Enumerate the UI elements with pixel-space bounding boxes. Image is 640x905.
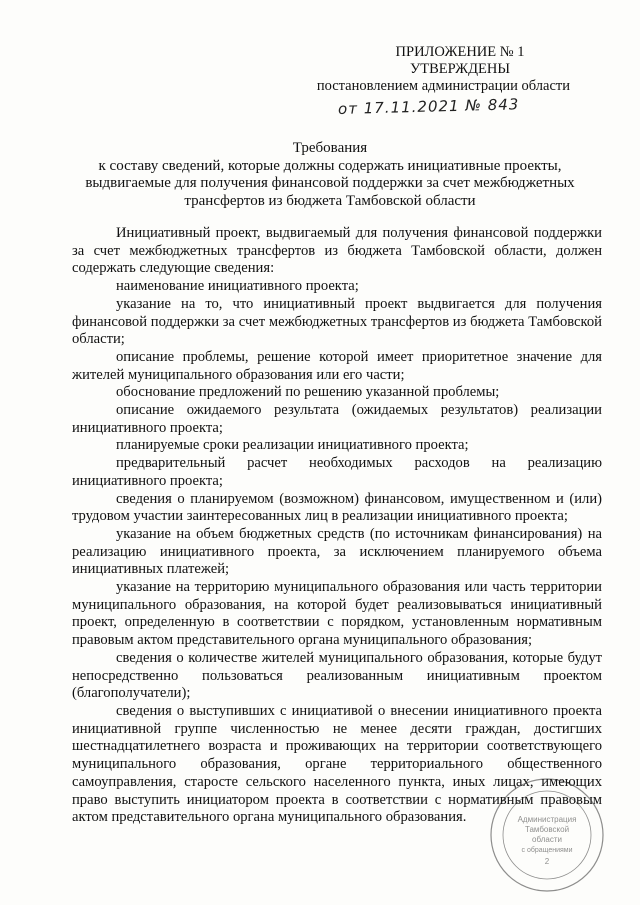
list-item: описание ожидаемого результата (ожидаемых результатов) реализации инициативного проекта; [72, 402, 602, 436]
stamp-number: 2 [544, 857, 550, 866]
stamp-text: Администрация [517, 815, 577, 824]
paragraph-intro: Инициативный проект, выдвигаемый для получения финансовой поддержки за счет межбюджетных трансфертов из бюджета Тамбовской области, должен содержать следующие сведения: [72, 225, 602, 277]
stamp-text: с обращениями [521, 847, 573, 854]
document-title [80, 140, 580, 210]
list-item: сведения о выступивших с инициативой о внесении инициативного проекта инициативной группе численностью не менее десяти граждан, достигших шестнадцатилетнего возраста и проживающих на территории соответствующего муниципального образования, органе территориального общественного самоуправления, старосте сельского населенного пункта, иных лицах, имеющих право выступить инициатором проекта в соответствии с нормативным правовым актом представительного органа муниципального образования. [72, 702, 602, 826]
official-seal-stamp [488, 776, 606, 894]
list-item: сведения о количестве жителей муниципального образования, которые будут непосредственно пользоваться реализованным инициативным проектом (благополучатели); [72, 649, 602, 702]
stamp-text: области [532, 835, 562, 844]
list-item: планируемые сроки реализации инициативного проекта; [116, 437, 469, 454]
approval-block [300, 44, 580, 95]
list-item: обоснование предложений по решению указанной проблемы; [116, 384, 500, 401]
list-item: указание на территорию муниципального образования или часть территории муниципального образования, на которой будет реализовываться инициативный проект, определенную в соответствии с порядком, установленным нормативным правовым актом представительного органа муниципального образования; [72, 579, 602, 649]
list-item: наименование инициативного проекта; [116, 278, 359, 295]
title-line: трансфертов из бюджета Тамбовской области [184, 192, 476, 209]
decree-reference-handwritten: от 17.11.2021 № 843 [337, 95, 520, 119]
list-item: предварительный расчет необходимых расходов на реализацию инициативного проекта; [72, 455, 602, 489]
title-line: выдвигаемые для получения финансовой поддержки за счет межбюджетных [85, 175, 575, 191]
document-body [72, 225, 602, 827]
list-item: описание проблемы, решение которой имеет приоритетное значение для жителей муниципального образования или его части; [72, 348, 602, 383]
appendix-number: ПРИЛОЖЕНИЕ № 1 [395, 44, 525, 60]
approved-label: УТВЕРЖДЕНЫ [409, 61, 511, 77]
list-item: указание на объем бюджетных средств (по источникам финансирования) на реализацию инициативного проекта, за исключением планируемого объема инициативных платежей; [72, 525, 602, 578]
title-heading: Требования [292, 140, 368, 156]
stamp-text: Тамбовской [524, 825, 570, 834]
title-line: к составу сведений, которые должны содержать инициативные проекты, [98, 157, 562, 174]
approved-by: постановлением администрации области [316, 78, 570, 94]
list-item: сведения о планируемом (возможном) финансовом, имущественном и (или) трудовом участии заинтересованных лиц в реализации инициативного проекта; [72, 490, 602, 525]
list-item: указание на то, что инициативный проект выдвигается для получения финансовой поддержки за счет межбюджетных трансфертов из бюджета Тамбовской области; [72, 295, 602, 348]
